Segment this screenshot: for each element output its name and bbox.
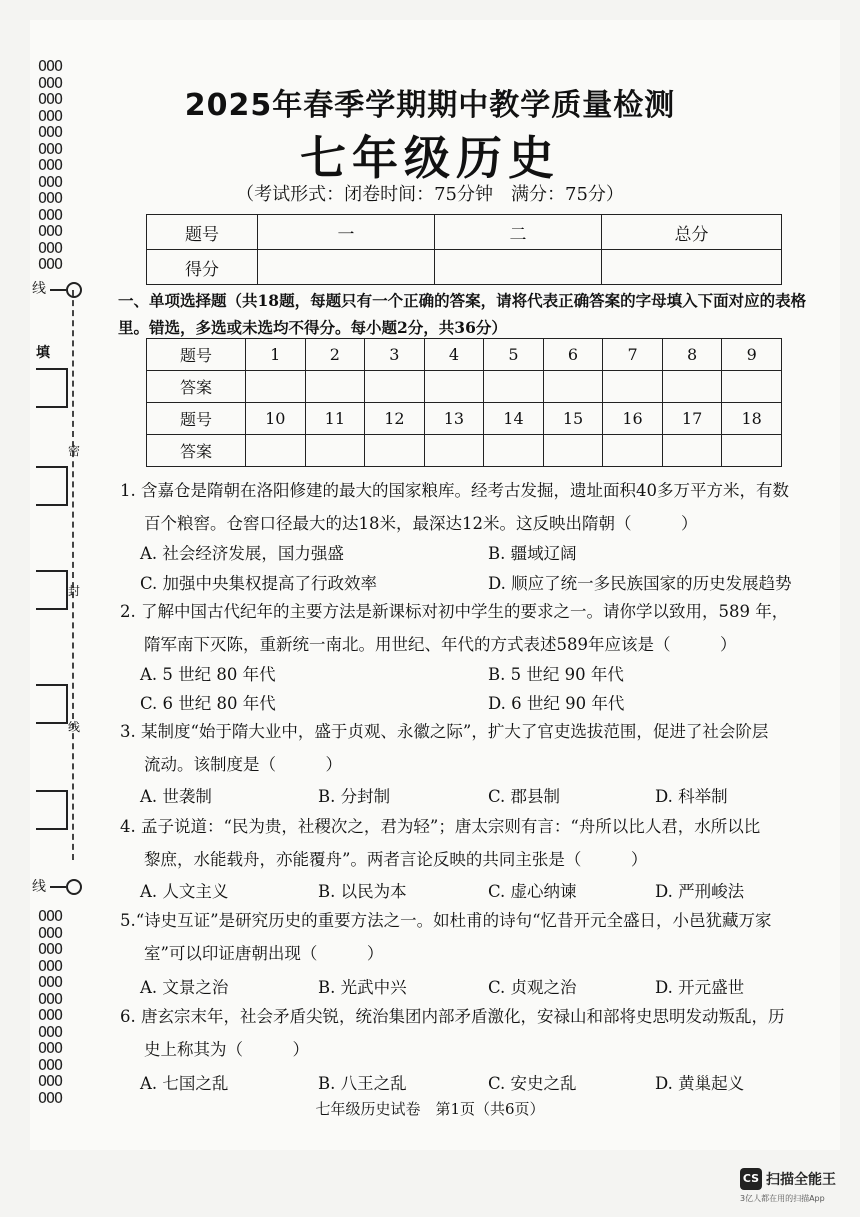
scanner-watermark: [740, 1168, 850, 1208]
table-row: [147, 403, 782, 435]
question-stem: 5.“诗史互证”是研究历史的重要方法之一。如杜甫的诗句“忆昔开元全盛日，小邑犹藏万家: [120, 911, 772, 930]
binding-dash: [50, 886, 66, 888]
option-a[interactable]: A. 社会经济发展，国力强盛: [140, 544, 344, 563]
binding-line-label-bottom: 线: [32, 879, 46, 895]
cs-logo-icon: CS: [740, 1168, 762, 1190]
option-a[interactable]: A. 文景之治: [140, 978, 229, 997]
answer-cell[interactable]: [305, 435, 365, 467]
question-stem: 2. 了解中国古代纪年的主要方法是新课标对初中学生的要求之一。请你学以致用，589 年，: [120, 602, 789, 621]
option-b[interactable]: B. 以民为本: [318, 882, 407, 901]
question-2: [120, 595, 810, 661]
option-d[interactable]: D. 科举制: [655, 787, 728, 806]
question-stem: 1. 含嘉仓是隋朝在洛阳修建的最大的国家粮库。经考古发掘，遗址面积40多万平方米，有数: [120, 481, 789, 500]
binding-box: [36, 466, 68, 506]
table-row: [147, 435, 782, 467]
question-stem: 流动。该制度是（ ）: [144, 755, 342, 774]
question-6: [120, 1000, 810, 1066]
option-d[interactable]: D. 6 世纪 90 年代: [488, 694, 625, 713]
table-row: [147, 250, 782, 285]
table-row: [147, 339, 782, 371]
page-footer: 七年级历史试卷 第1页（共6页）: [315, 1100, 545, 1118]
table-cell: 题号: [147, 215, 258, 250]
table-cell: 题号: [147, 339, 246, 371]
option-b[interactable]: B. 分封制: [318, 787, 391, 806]
question-stem: 隋军南下灭陈，重新统一南北。用世纪、年代的方式表述589年应该是（ ）: [144, 635, 737, 654]
answer-cell[interactable]: [603, 371, 663, 403]
answer-cell[interactable]: [662, 435, 722, 467]
option-b[interactable]: B. 八王之乱: [318, 1074, 407, 1093]
exam-info: （考试形式：闭卷时间：75分钟 满分：75分）: [236, 184, 624, 205]
binding-box: [36, 570, 68, 610]
option-b[interactable]: B. 5 世纪 90 年代: [488, 665, 624, 684]
table-cell: 15: [543, 403, 603, 435]
option-a[interactable]: A. 5 世纪 80 年代: [140, 665, 276, 684]
binding-feng-label: 封: [68, 584, 81, 598]
table-cell: 11: [305, 403, 365, 435]
table-cell: 16: [603, 403, 663, 435]
option-d[interactable]: D. 开元盛世: [655, 978, 745, 997]
question-1: [120, 474, 810, 540]
question-stem: 百个粮窖。仓窖口径最大的达18米，最深达12米。这反映出隋朝（ ）: [144, 514, 698, 533]
binding-margin: [30, 270, 120, 900]
binding-circle-marker: [66, 879, 82, 895]
score-table: [146, 214, 782, 285]
table-cell: 3: [365, 339, 425, 371]
question-3: [120, 715, 810, 781]
table-cell: 答案: [147, 435, 246, 467]
answer-cell[interactable]: [722, 435, 782, 467]
binding-dashed-line: [72, 290, 74, 860]
option-c[interactable]: C. 虚心纳谏: [488, 882, 577, 901]
table-cell: 13: [424, 403, 484, 435]
answer-cell[interactable]: [424, 371, 484, 403]
option-c[interactable]: C. 6 世纪 80 年代: [140, 694, 276, 713]
table-cell: 一: [258, 215, 435, 250]
question-stem: 4. 孟子说道：“民为贵，社稷次之，君为轻”；唐太宗则有言：“舟所以比人君，水所以比: [120, 817, 761, 836]
answer-cell[interactable]: [484, 371, 544, 403]
table-row: [147, 215, 782, 250]
binding-box: [36, 684, 68, 724]
answer-cell[interactable]: [365, 435, 425, 467]
table-cell: 9: [722, 339, 782, 371]
binding-circle-marker: [66, 282, 82, 298]
option-a[interactable]: A. 人文主义: [140, 882, 229, 901]
question-4: [120, 810, 810, 876]
binding-circles-bottom: OOO OOO OOO OOO OOO OOO OOO OOO OOO OOO OOO OOO: [38, 907, 63, 1107]
table-cell: 总分: [602, 215, 782, 250]
watermark-subtitle: 3亿人都在用的扫描App: [740, 1194, 825, 1203]
question-stem: 黎庶，水能载舟，亦能覆舟”。两者言论反映的共同主张是（ ）: [144, 850, 648, 869]
score-input-cell[interactable]: [602, 250, 782, 285]
option-a[interactable]: A. 七国之乱: [140, 1074, 229, 1093]
option-d[interactable]: D. 严刑峻法: [655, 882, 745, 901]
option-b[interactable]: B. 光武中兴: [318, 978, 407, 997]
binding-box: [36, 368, 68, 408]
answer-cell[interactable]: [543, 435, 603, 467]
table-cell: 1: [246, 339, 306, 371]
answer-cell[interactable]: [246, 371, 306, 403]
binding-line-label-top: 线: [32, 281, 46, 297]
score-input-cell[interactable]: [435, 250, 602, 285]
answer-table: [146, 338, 782, 467]
table-cell: 5: [484, 339, 544, 371]
question-stem: 6. 唐玄宗末年，社会矛盾尖锐，统治集团内部矛盾激化，安禄山和部将史思明发动叛乱，历: [120, 1007, 785, 1026]
table-cell: 18: [722, 403, 782, 435]
question-stem: 室”可以印证唐朝出现（ ）: [144, 944, 384, 963]
table-cell: 4: [424, 339, 484, 371]
table-cell: 二: [435, 215, 602, 250]
watermark-name: 扫描全能王: [766, 1172, 836, 1188]
table-cell: 12: [365, 403, 425, 435]
table-cell: 2: [305, 339, 365, 371]
section-heading: 一、单项选择题（共18题，每题只有一个正确的答案，请将代表正确答案的字母填入下面对应的表格里。错选，多选或未选均不得分。每小题2分，共36分）: [118, 291, 807, 337]
answer-cell[interactable]: [722, 371, 782, 403]
table-cell: 题号: [147, 403, 246, 435]
binding-fill-label: 填: [36, 345, 50, 361]
option-b[interactable]: B. 疆域辽阔: [488, 544, 577, 563]
table-cell: 7: [603, 339, 663, 371]
answer-cell[interactable]: [662, 371, 722, 403]
exam-title: 2025年春季学期期中教学质量检测: [184, 88, 676, 123]
option-c[interactable]: C. 安史之乱: [488, 1074, 577, 1093]
answer-cell[interactable]: [543, 371, 603, 403]
binding-circles-top: OOO OOO OOO OOO OOO OOO OOO OOO OOO OOO OOO OOO OOO: [38, 57, 63, 273]
answer-cell[interactable]: [365, 371, 425, 403]
table-cell: 答案: [147, 371, 246, 403]
binding-mi-label: 密: [68, 444, 81, 458]
question-5: [120, 904, 810, 970]
answer-cell[interactable]: [305, 371, 365, 403]
option-c[interactable]: C. 郡县制: [488, 787, 561, 806]
table-row: [147, 371, 782, 403]
question-stem: 史上称其为（ ）: [144, 1040, 309, 1059]
option-d[interactable]: D. 顺应了统一多民族国家的历史发展趋势: [488, 574, 792, 593]
option-c[interactable]: C. 加强中央集权提高了行政效率: [140, 574, 378, 593]
answer-cell[interactable]: [246, 435, 306, 467]
binding-xian-label: 线: [68, 720, 81, 734]
binding-box: [36, 790, 68, 830]
option-d[interactable]: D. 黄巢起义: [655, 1074, 745, 1093]
table-cell: 14: [484, 403, 544, 435]
option-c[interactable]: C. 贞观之治: [488, 978, 577, 997]
question-stem: 3. 某制度“始于隋大业中，盛于贞观、永徽之际”，扩大了官吏选拔范围，促进了社会阶层: [120, 722, 769, 741]
answer-cell[interactable]: [424, 435, 484, 467]
table-cell: 6: [543, 339, 603, 371]
table-cell: 8: [662, 339, 722, 371]
answer-cell[interactable]: [603, 435, 663, 467]
option-a[interactable]: A. 世袭制: [140, 787, 212, 806]
binding-dash: [50, 289, 66, 291]
score-input-cell[interactable]: [258, 250, 435, 285]
table-cell: 10: [246, 403, 306, 435]
exam-subject: 七年级历史: [300, 131, 560, 185]
table-cell: 17: [662, 403, 722, 435]
answer-cell[interactable]: [484, 435, 544, 467]
table-cell: 得分: [147, 250, 258, 285]
